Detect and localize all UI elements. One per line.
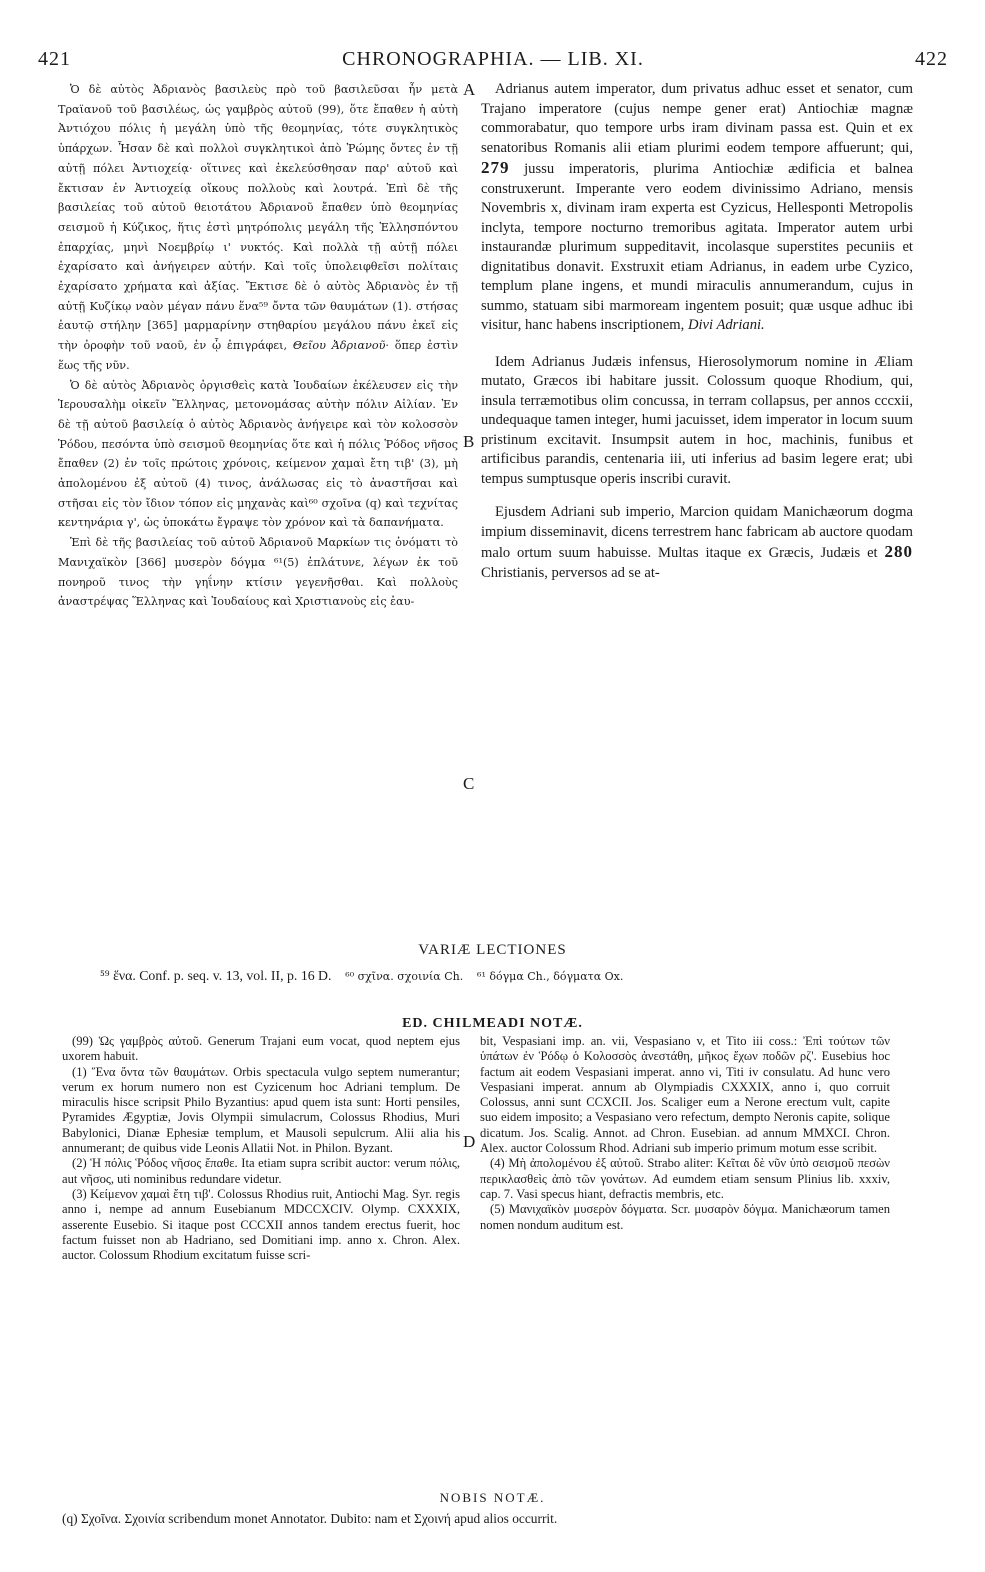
page-number-left: 421: [38, 48, 71, 70]
variae-lectiones: [100, 966, 900, 987]
latin-paragraph-1: Adrianus autem imperator, dum privatus adhuc esset et senator, cum Trajano imperatore (cujus nempe gener erat) Antiochiæ magnæ commorabatur, quo tempore urbs iram divinam passa est. Quin et ex senatoribus Romanis alii etiam plurimi eodem tempore affuerunt; qui, 279 jussu imperatoris, plurima Antiochiæ ædificia et balnea construxerunt. Imperante vero eodem divinissimo Adriano, mensis Novembris x, divinam iram experta est Cyzicus, Hellesponti Metropolis inclyta, tempore nocturno tremoribus agitata. Imperator autem urbi instaurandæ plurimum suppeditavit, incolasque superstites pecuniis et dignitatibus donavit. Exstruxit etiam Adrianus, in eadem urbe Cyzico, templum plane ingens, et mundi miraculis annumerandum, cujus in summo, statuam sibi marmoream ingentem posuit; quæ usque adhuc ibi visitur, hanc habens inscriptionem, Divi Adriani.: [481, 81, 913, 333]
note-5: (5) Μανιχαϊκὸν μυσερὸν δόγματα. Scr. μυσαρὸν δόγμα. Manichæorum tamen nomen nondum auditum est.: [480, 1202, 890, 1232]
notes-column-left: [62, 1034, 460, 1263]
greek-paragraph-2: Ὁ δὲ αὐτὸς Ἀδριανὸς ὀργισθεὶς κατὰ Ἰουδαίων ἐκέλευσεν εἰς τὴν Ἱερουσαλὴμ οἰκεῖν Ἕλληνας, μετονομάσας αὐτὴν πόλιν Αἰλίαν. Ἐν δὲ τῇ αὐτοῦ βασιλείᾳ ὁ αὐτὸς Ἀδριανὸς ἀνήγειρε καὶ τὸν κολοσσὸν Ῥόδου, πεσόντα ὑπὸ σεισμοῦ θεομηνίας ὅτε καὶ ἡ πόλις Ῥόδος νῆσος ἔπαθεν (2) ἐν τοῖς πρώτοις χρόνοις, κείμενον χαμαὶ ἔτη τιβ' (3), μὴ ἀπολομένου ἐξ αὐτοῦ (4) τινος, ἀνάλωσας εἰς τὸ ἀναστῆσαι καὶ στῆσαι εἰς τὸν ἴδιον τόπον εἰς μηχανὰς καὶ⁶⁰ σχοῖνα (q) καὶ τεχνίτας κεντηνάρια γ', ὡς ὑποκάτω ἔγραψε τὸν χρόνον καὶ τὰ δαπανήματα.: [58, 378, 458, 530]
greek-paragraph-3: Ἐπὶ δὲ τῆς βασιλείας τοῦ αὐτοῦ Ἀδριανοῦ Μαρκίων τις ὀνόματι τὸ Μανιχαϊκὸν [366] μυσερὸν δόγμα ⁶¹(5) ἐπλάτυνε, λέγων ἐκ τοῦ πονηροῦ τινος τὴν γηΐνην κτίσιν γεγενῆσθαι. Καὶ πολλοὺς ἀναστρέψας Ἕλληνας καὶ Ἰουδαίους καὶ Χριστιανοὺς εἰς ἑαυ-: [58, 536, 458, 609]
margin-marker-b: B: [463, 432, 475, 451]
margin-marker-c: C: [463, 774, 475, 793]
note-4: (4) Μὴ ἀπολομένου ἐξ αὐτοῦ. Strabo aliter: Κεῖται δὲ νῦν ὑπὸ σεισμοῦ πεσὼν περικλασθεὶς ἀπὸ τῶν γονάτων. Ad eumdem etiam sensum Plinius lib. xxxiv, cap. 7. Vasi specus hiant, defractis membris, etc.: [480, 1156, 890, 1201]
latin-paragraph-2: Idem Adrianus Judæis infensus, Hierosolymorum nomine in Æliam mutato, Græcos ibi habitare jussit. Colossum quoque Rhodium, qui, insula terræmotibus olim concussa, in terram collapsus, per annos cccxii, undequaque tamen integer, humi jacuisset, idem imperator in locum suum pristinum excitavit. Insumpsit autem in hoc, machinis, funibus et artificibus parandis, centenaria iii, uti inferius ad basim legere erat; ubi tempus sumptusque operis inscribi curavit.: [481, 353, 913, 487]
note-99: (99) Ὡς γαμβρὸς αὐτοῦ. Generum Trajani eum vocat, quod neptem ejus uxorem habuit.: [62, 1034, 460, 1064]
latin-text-column: [481, 80, 913, 583]
variant-60: ⁶⁰ σχῖνα. σχοινία Ch.: [345, 970, 464, 983]
variae-lectiones-heading: VARIÆ LECTIONES: [418, 942, 567, 958]
variant-59: ⁵⁹ ἕνα. Conf. p. seq. v. 13, vol. II, p. 16 D.: [100, 968, 332, 983]
note-3-continued: bit, Vespasiani imp. an. vii, Vespasiano v, et Tito iii coss.: Ἐπὶ τούτων τῶν ὑπάτων ἐν Ῥόδῳ ὁ Κολοσσὸς ἀνεστάθη, μῆκος ἔχων ποδῶν ρζ'. Eusebius hoc factum ait eodem Vespasiani imperat. anno vi, Titi iv consulatu. Ad hunc vero Vespasiani imperat. annum ab Olympiadis CXXXIX, anno i, quo corruit Colossus, anni sunt CCXCII. Jos. Scaliger eum a Nerone erectum vult, capite suo eidem imposito; a Vespasiano vero refectum, dempto Neronis capite, solique dicatum. Jos. Scalig. Annot. ad Chron. Eusebian. ad annum MMXCI. Chron. Alex. auctor Colossum Rhod. Adriani sub imperio primum motum esse scribit.: [480, 1034, 890, 1156]
chilmead-notes-heading: ED. CHILMEADI NOTÆ.: [402, 1016, 583, 1031]
page-number-right: 422: [915, 48, 948, 70]
marginal-number-279: 279: [481, 158, 510, 177]
note-3: (3) Κείμενον χαμαὶ ἔτη τιβ'. Colossus Rhodius ruit, Antiochi Mag. Syr. regis anno i, nempe ad annum Eusebianum MDCCXCIV. Olymp. CXXXIX, asserente Eusebio. Si itaque post CCCXII annos tandem erectus fuerit, hoc factum fuisset non ab Hadriano, sed Domitiani imp. anno x. Chron. Alex. auctor. Colossum Rhodium excitatum fuisse scri-: [62, 1186, 460, 1263]
notes-column-right: [480, 1034, 890, 1233]
nobis-note-q: (q) Σχοῖνα. Σχοινία scribendum monet Annotator. Dubito: nam et Σχοινή apud alios occurrit.: [62, 1511, 558, 1526]
greek-text-column: [58, 80, 458, 612]
note-2: (2) Ἡ πόλις Ῥόδος νῆσος ἔπαθε. Ita etiam supra scribit auctor: verum πόλις, aut νῆσος, uti nominibus redundare videtur.: [62, 1156, 460, 1186]
note-1: (1) Ἕνα ὄντα τῶν θαυμάτων. Orbis spectacula vulgo septem numerantur; verum ex horum numero non est Cyzicenum hoc Adriani templum. De miraculis hisce scripsit Philo Byzantius: apud quem ista sunt: Horti pensiles, Pyramides Ægyptiæ, Jovis Olympii simulacrum, Colossus Rhodius, Muri Babylonici, Dianæ Ephesiæ templum, et Mausoli sepulcrum. Alii alia his annumerant; de quibus vide Leonis Allatii Not. in Philon. Byzant.: [62, 1064, 460, 1156]
nobis-notes-heading: NOBIS NOTÆ.: [439, 1490, 546, 1505]
margin-marker-d: D: [463, 1132, 476, 1151]
margin-marker-a: A: [463, 80, 476, 99]
running-header: [38, 48, 948, 74]
greek-paragraph-1: Ὁ δὲ αὐτὸς Ἀδριανὸς βασιλεὺς πρὸ τοῦ βασιλεῦσαι ἦν μετὰ Τραϊανοῦ τοῦ βασιλέως, ὡς γαμβρὸς αὐτοῦ (99), ὅτε ἔπαθεν ἡ αὐτὴ Ἀντιόχου πόλις ἡ μεγάλη ὑπὸ τῆς θεομηνίας, τότε συγκλητικὸς ὑπάρχων. Ἦσαν δὲ καὶ πολλοὶ συγκλητικοὶ ἀπὸ Ῥώμης ὄντες ἐν τῇ αὐτῇ πόλει Ἀντιοχείᾳ· οἵτινες καὶ ἐκελεύσθησαν παρ' αὐτοῦ καὶ ἔκτισαν ἐν Ἀντιοχείᾳ οἴκους πολλοὺς καὶ λουτρά. Ἐπὶ δὲ τῆς βασιλείας τοῦ αὐτοῦ θειοτάτου Ἀδριανοῦ ἔπαθεν ὑπὸ θεομηνίας σεισμοῦ ἡ Κύζικος, ἥτις ἐστὶ μητρόπολις μεγάλη τῆς Ἑλλησπόντου ἐπαρχίας, μηνὶ Νοεμβρίῳ ι' νυκτός. Καὶ πολλὰ τῇ αὐτῇ πόλει ἐχαρίσατο καὶ ἀνήγειρεν αὐτήν. Καὶ τοῖς ὑπολειφθεῖσι πολίταις ἐχαρίσατο χρήματα καὶ ἀξίας. Ἔκτισε δὲ ὁ αὐτὸς Ἀδριανὸς ἐν τῇ αὐτῇ Κυζίκῳ ναὸν μέγαν πάνυ ἕνα⁵⁹ ὄντα τῶν θαυμάτων (1). στήσας ἑαυτῷ στήλην [365] μαρμαρίνην στηθαρίου μεγάλου πάνυ ἐκεῖ εἰς τὴν ὀροφὴν τοῦ ναοῦ, ἐν ᾧ ἐπιγράφει, Θεῖου Ἀδριανοῦ· ὅπερ ἐστὶν ἕως τῆς νῦν.: [58, 83, 458, 372]
variant-61: ⁶¹ δόγμα Ch., δόγματα Ox.: [477, 970, 624, 983]
running-title: CHRONOGRAPHIA. — LIB. XI.: [342, 48, 644, 70]
latin-paragraph-3: Ejusdem Adriani sub imperio, Marcion quidam Manichæorum dogma impium disseminavit, dicens terrestrem hanc fabricam ab auctore quodam malo ortum suum habuisse. Multas itaque ex Græcis, Judæis et 280 Christianis, perversos ad se at-: [481, 504, 913, 581]
marginal-number-280: 280: [884, 542, 913, 561]
